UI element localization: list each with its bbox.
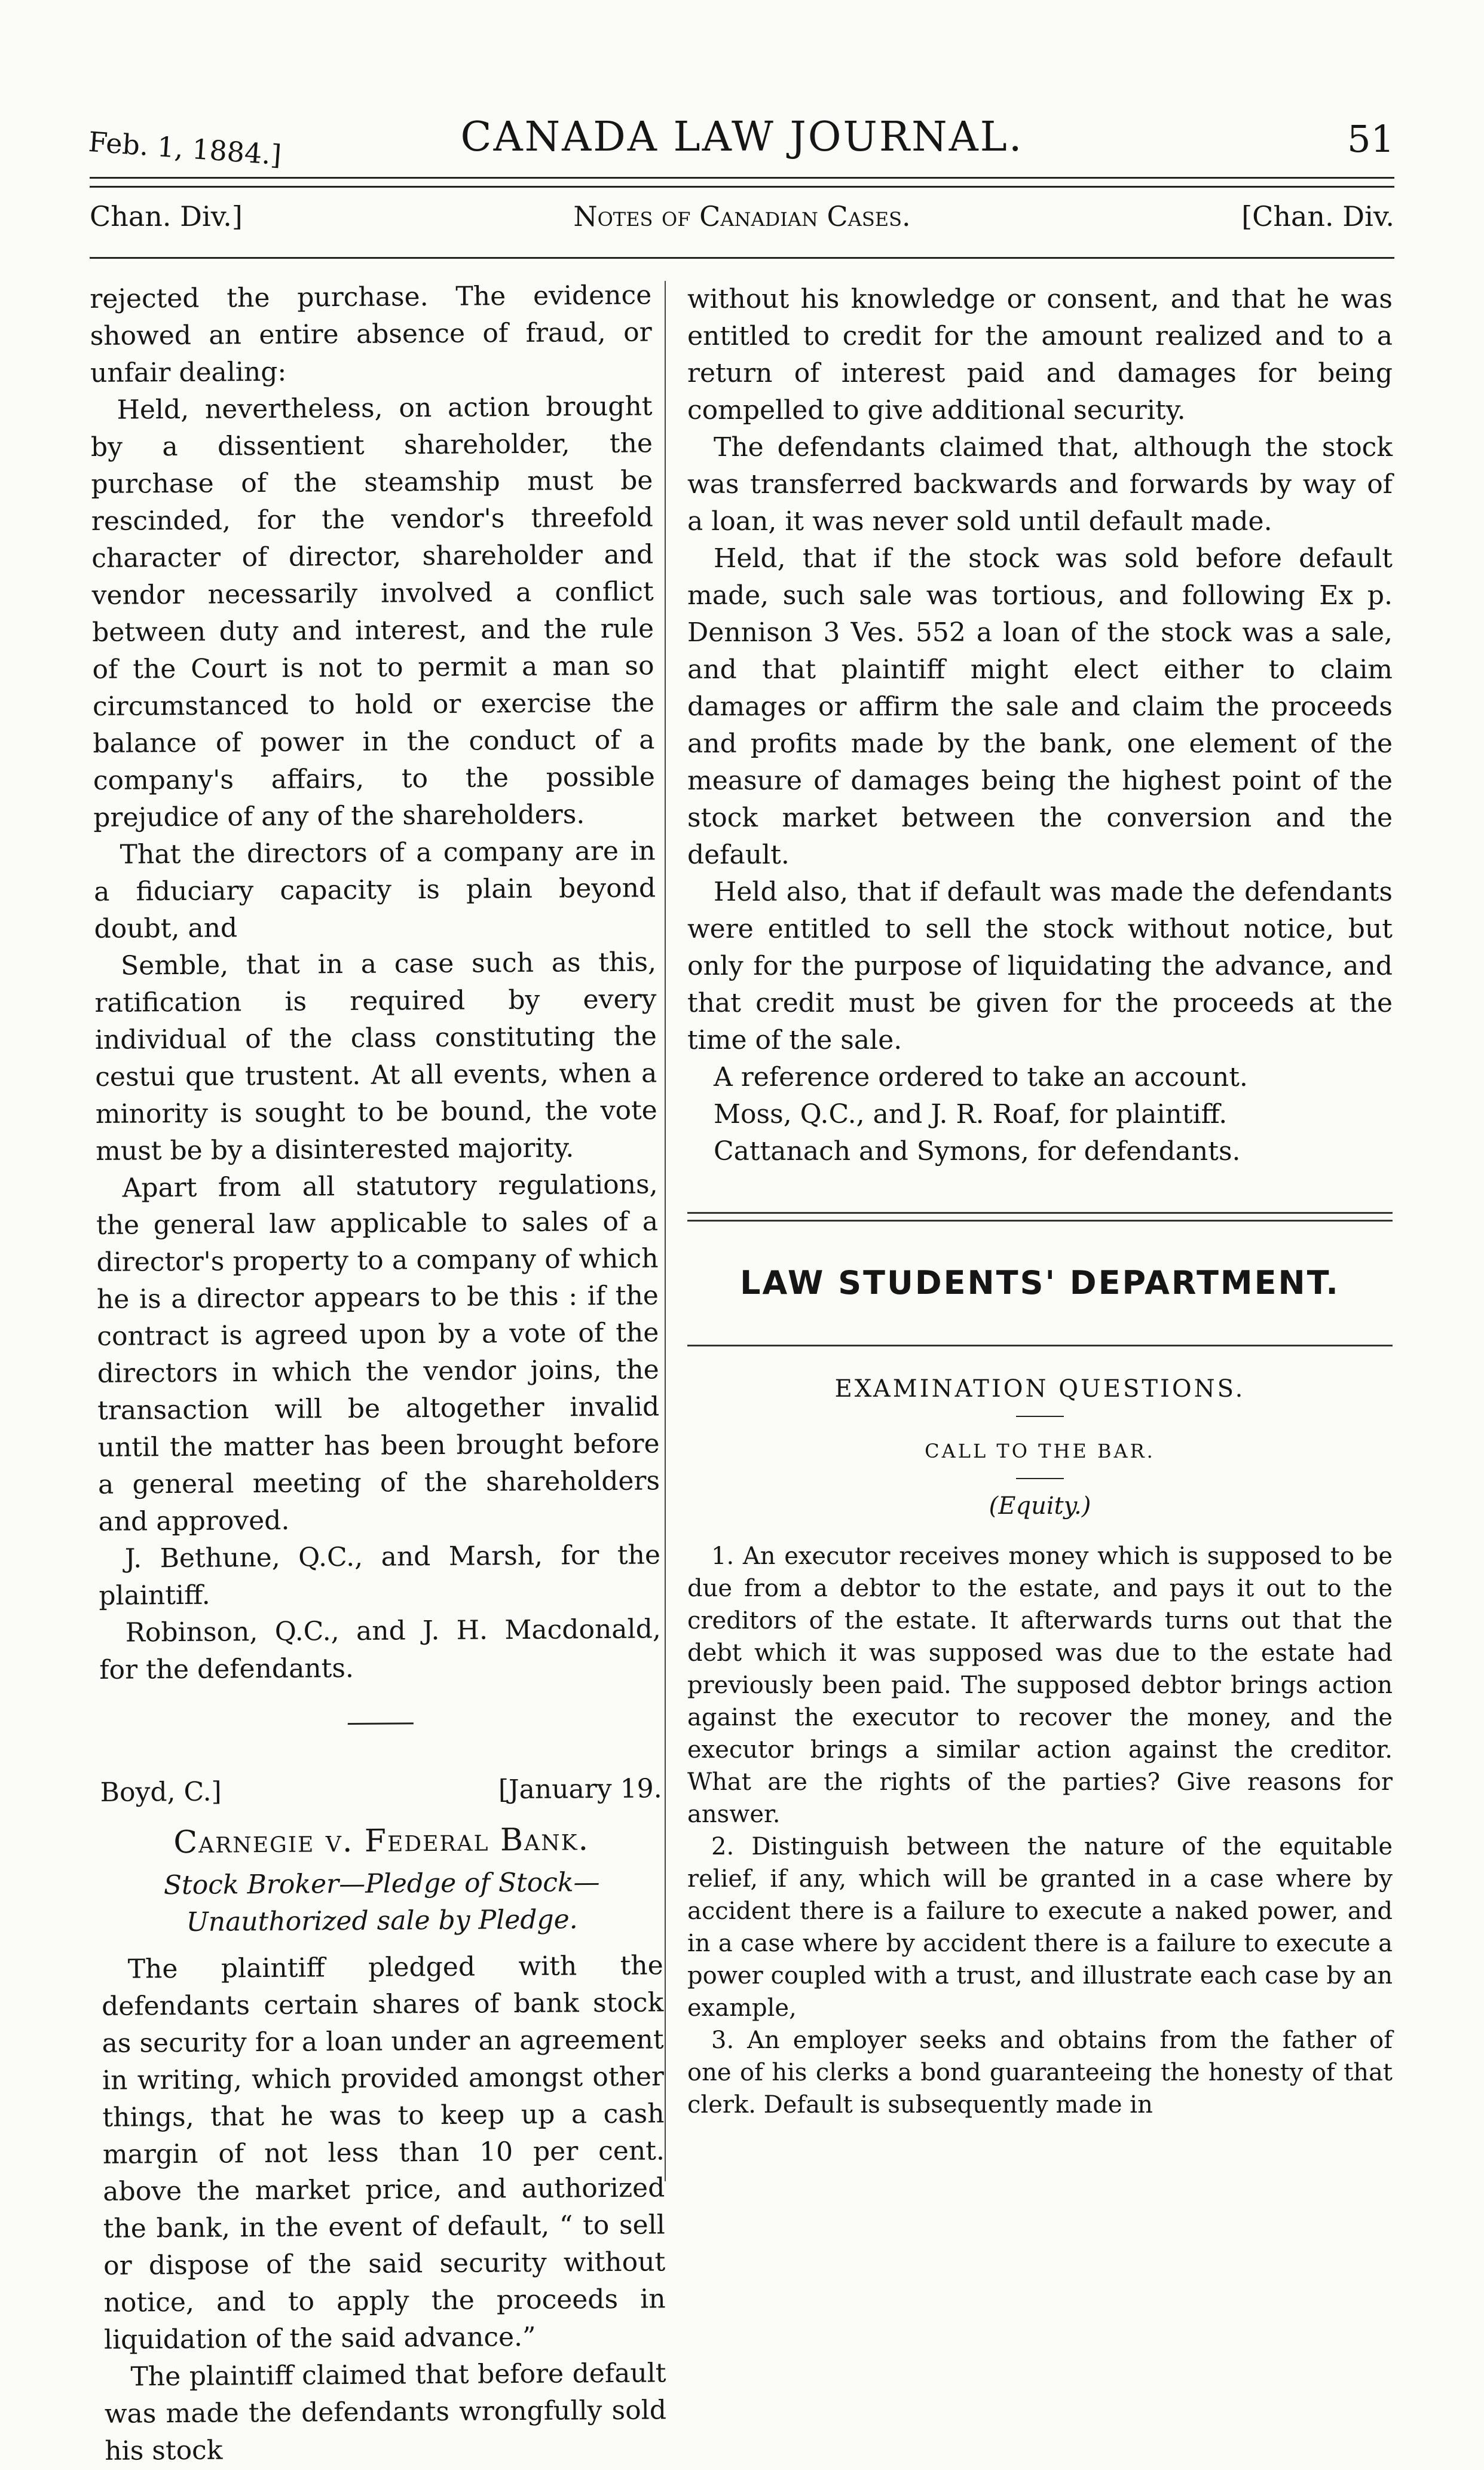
left-column <box>90 277 667 2469</box>
column-divider <box>665 281 666 2181</box>
case-subtitle: Stock Broker—Pledge of Stock—Unauthorized sale by Pledge. <box>163 1867 600 1938</box>
counsel-line: J. Bethune, Q.C., and Marsh, for the plaintiff. <box>99 1539 661 1611</box>
case-date: [January 19. <box>498 1773 662 1805</box>
case-judge: Boyd, C.] <box>100 1776 222 1808</box>
issue-date: Feb. 1, 1884.] <box>87 126 283 172</box>
paragraph: A reference ordered to take an account. <box>714 1062 1248 1092</box>
department-title: LAW STUDENTS' DEPARTMENT. <box>740 1264 1340 1302</box>
exam-question: 1. An executor receives money which is supposed to be due from a debtor to the estate, and pays it out to the creditors of the estate. It afterwards turns out that the debt which it was supposed was due to the estate had previously been paid. The supposed debtor brings action against the executor to recover the money, and the executor brings a similar action against the creditor. What are the rights of the parties? Give reasons for answer. <box>687 1542 1393 1828</box>
exam-subheading: CALL TO THE BAR. <box>925 1440 1155 1462</box>
right-division: [Chan. Div. <box>1241 200 1394 232</box>
running-head <box>87 114 1394 172</box>
counsel-line: Cattanach and Symons, for defendants. <box>714 1136 1241 1167</box>
counsel-line: Robinson, Q.C., and J. H. Macdonald, for the defendants. <box>99 1614 661 1685</box>
left-division: Chan. Div.] <box>90 200 243 232</box>
case-separator-rule <box>348 1722 414 1725</box>
department-rule-top-2 <box>687 1220 1393 1222</box>
exam-subject: (Equity.) <box>989 1492 1091 1520</box>
paragraph: Held, nevertheless, on action brought by a dissentient shareholder, the purchase of the steamship must be rescinded, for the vendor's threefold character of director, shareholder and vendor necessarily involved a conflict between duty and interest, and the rule of the Court is not to permit a man so circumstanced to hold or exercise the balance of power in the conduct of a company's affairs, to the possible prejudice of any of the shareholders. <box>90 391 655 833</box>
page-number: 51 <box>1347 117 1394 161</box>
paragraph: Semble, that in a case such as this, ratification is required by every individual of the class constituting the cestui que trustent. At all events, when a minority is sought to be bound, the vote must be by a disinterested majority. <box>94 947 657 1167</box>
paragraph: The plaintiff pledged with the defendants certain shares of bank stock as security for a loan under an agreement in writing, which provided amongst other things, that he was to keep up a cash margin of not less than 10 per cent. above the market price, and authorized the bank, in the event of default, “ to sell or dispose of the said security without notice, and to apply the proceeds in liquidation of the said advance.” <box>101 1950 666 2355</box>
paragraph: without his knowledge or consent, and that he was entitled to credit for the amount realized and to a return of interest paid and damages for being compelled to give additional security. <box>687 284 1393 426</box>
section-title: Notes of Canadian Cases. <box>573 200 911 232</box>
exam-question: 2. Distinguish between the nature of the equitable relief, if any, which will be granted in a case where by accident there is a failure to execute a naked power, and in a case where by accident there is a failure to execute a power coupled with a trust, and illustrate each case by an example, <box>687 1833 1393 2022</box>
exam-question: 3. An employer seeks and obtains from the father of one of his clerks a bond guaranteeing the honesty of that clerk. Default is subsequently made in <box>687 2027 1393 2119</box>
department-rule-top <box>687 1212 1393 1214</box>
paragraph: Held, that if the stock was sold before default made, such sale was tortious, and following Ex p. Dennison 3 Ves. 552 a loan of the stock was a sale, and that plaintiff might elect either to claim damages or affirm the sale and claim the proceeds and profits made by the bank, one element of the measure of damages being the highest point of the stock market between the conversion and the default. <box>687 543 1393 870</box>
paragraph: The defendants claimed that, although the stock was transferred backwards and forwards by way of a loan, it was never sold until default made. <box>687 432 1393 537</box>
exam-title: EXAMINATION QUESTIONS. <box>834 1375 1246 1403</box>
paragraph: Apart from all statutory regulations, the general law applicable to sales of a director's property to a company of which he is a director appears to be this : if the contract is agreed upon by a vote of the directors in which the vendor joins, the transaction will be altogether invalid until the matter has been brought before a general meeting of the shareholders and approved. <box>96 1169 660 1537</box>
header-double-rule <box>90 177 1394 188</box>
section-head <box>90 200 1394 242</box>
section-rule <box>90 257 1394 259</box>
case-title: Carnegie v. Federal Bank. <box>173 1822 590 1861</box>
exam-rule <box>1016 1416 1064 1417</box>
counsel-line: Moss, Q.C., and J. R. Roaf, for plaintiff. <box>714 1099 1228 1130</box>
department-section <box>687 1212 1393 2121</box>
case-header <box>100 1770 662 1811</box>
paragraph: The plaintiff claimed that before default was made the defendants wrongfully sold his stock <box>104 2358 667 2466</box>
journal-title: CANADA LAW JOURNAL. <box>460 114 1024 161</box>
paragraph: That the directors of a company are in a fiduciary capacity is plain beyond doubt, and <box>93 835 656 944</box>
paragraph: Held also, that if default was made the defendants were entitled to sell the stock without notice, but only for the purpose of liquidating the advance, and that credit must be given for the proceeds at the time of the sale. <box>687 877 1393 1055</box>
paragraph: rejected the purchase. The evidence showed an entire absence of fraud, or unfair dealing: <box>90 280 652 388</box>
subheading-rule <box>1016 1478 1064 1479</box>
department-rule-bottom <box>687 1345 1393 1346</box>
right-column <box>687 281 1393 2121</box>
